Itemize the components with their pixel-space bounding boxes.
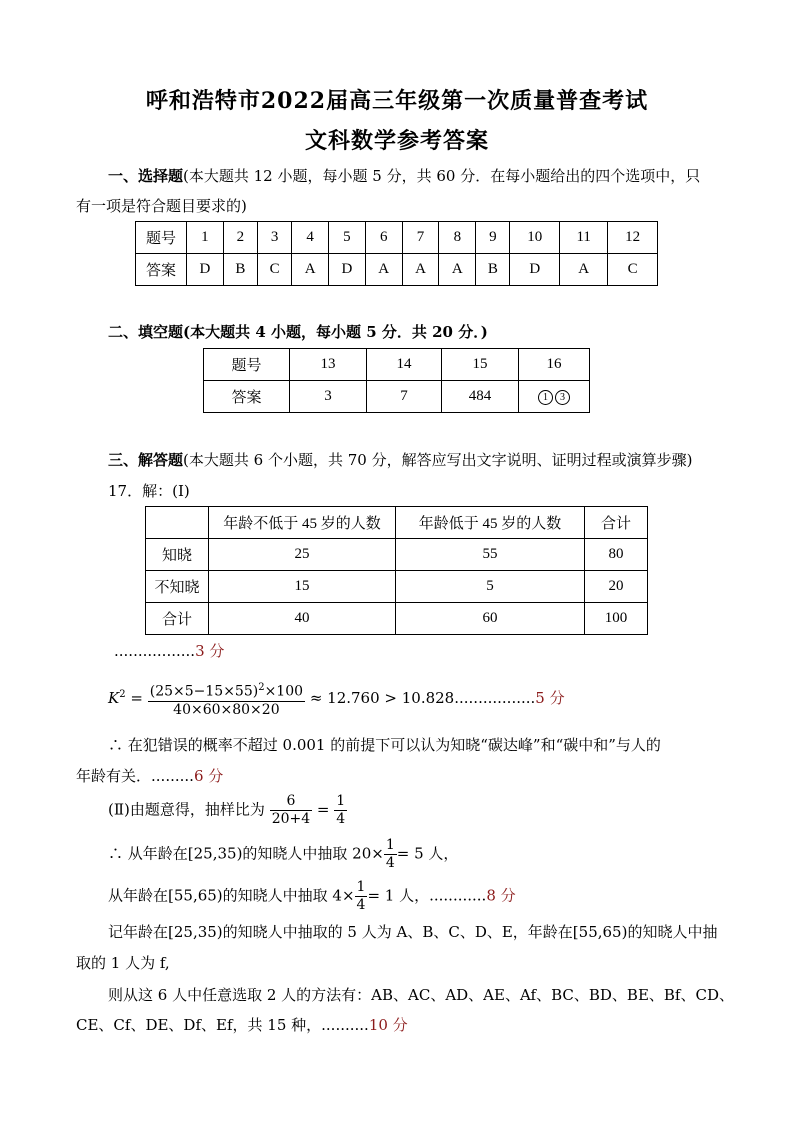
choice-q-cell: 6 (365, 222, 402, 254)
choice-q-cell: 8 (439, 222, 476, 254)
q17-row (146, 603, 648, 635)
line3-pre: 从年龄在[55,65)的知晓人中抽取 4× (108, 886, 355, 905)
choice-q-cell: 5 (329, 222, 366, 254)
choice-q-cell: 7 (402, 222, 439, 254)
score-dots: ............ (429, 886, 487, 905)
ratio-numerator: 6 (270, 793, 312, 811)
choice-a-cell: B (476, 254, 510, 286)
q17-label: 17．解：(Ⅰ) (108, 482, 190, 500)
ratio-result-numerator: 1 (336, 793, 346, 809)
conclusion-line1: ∴ 在犯错误的概率不超过 0.001 的前提下可以认为知晓“碳达峰”和“碳中和”与人的 (108, 736, 661, 754)
line3-post: = 1 人， (367, 886, 430, 905)
section2-desc-line (108, 322, 488, 342)
q17-cell: 80 (585, 539, 648, 571)
choice-a-cell: A (365, 254, 402, 286)
doc-title-line1: 呼和浩特市2022届高三年级第一次质量普查考试 (145, 88, 649, 114)
equals-sign: = (130, 688, 143, 707)
line2-fraction-denominator: 4 (385, 855, 395, 871)
choice-q-cell: 11 (560, 222, 608, 254)
score-dots: ......... (151, 767, 194, 785)
choice-a-cell: D (510, 254, 560, 286)
fill-q-cell: 13 (290, 349, 367, 381)
k2-symbol-sup: 2 (119, 688, 126, 700)
k2-numerator-tail: ×100 (264, 683, 304, 700)
choice-q-cell: 9 (476, 222, 510, 254)
q17-cell: 100 (585, 603, 648, 635)
choice-answer-table (135, 221, 658, 286)
conclusion-line2 (76, 766, 223, 786)
fill-answer-table (203, 348, 590, 413)
score-line-3 (114, 641, 224, 661)
q17-cell: 5 (396, 571, 585, 603)
section1-heading: 一、选择题 (108, 167, 184, 185)
doc-title-line2: 文科数学参考答案 (304, 128, 489, 154)
choice-a-cell: A (439, 254, 476, 286)
q17-cell: 合计 (146, 603, 209, 635)
score-mark: 6 分 (193, 767, 224, 785)
part2-intro: (Ⅱ)由题意得，抽样比为 (108, 800, 265, 819)
q17-cell: 20 (585, 571, 648, 603)
choice-q-cell: 12 (608, 222, 658, 254)
part2-line4: 记年龄在[25,35)的知晓人中抽取的 5 人为 A、B、C、D、E，年龄在[55,65)的知晓人中抽 (108, 923, 718, 941)
line2-fraction-numerator: 1 (385, 837, 395, 853)
line3-fraction-numerator: 1 (356, 879, 366, 895)
k2-numerator (148, 679, 305, 702)
circled-number-mark: 1 (538, 390, 553, 405)
q17-cell: 25 (209, 539, 396, 571)
ratio-result-fraction (334, 793, 347, 828)
fill-answer-row (204, 381, 590, 413)
ratio-result-denominator: 4 (336, 811, 346, 827)
q17-header-row (146, 507, 648, 539)
line7-text: CE、Cf、DE、Df、Ef，共 15 种， (76, 1016, 322, 1034)
k2-fraction (148, 679, 305, 719)
q17-header-cell (146, 507, 209, 539)
q17-cell: 60 (396, 603, 585, 635)
part2-line5: 取的 1 人为 f, (76, 954, 170, 972)
choice-q-cell: 1 (187, 222, 224, 254)
choice-a-cell: C (258, 254, 292, 286)
fill-row-label-q: 题号 (204, 349, 290, 381)
q17-cell: 不知晓 (146, 571, 209, 603)
choice-a-cell: A (402, 254, 439, 286)
section1-desc: (本大题共 12 小题，每小题 5 分，共 60 分．在每小题给出的四个选项中，只 (183, 167, 701, 185)
part2-line2 (108, 837, 458, 872)
score-dots: ................. (114, 642, 196, 660)
score-dots: .......... (321, 1016, 369, 1034)
k2-symbol: K (108, 688, 120, 707)
ratio-equals: = (316, 800, 330, 819)
k2-result: ≈ 12.760 > 10.828 (309, 688, 455, 707)
section2-heading: 二、填空题 (108, 323, 184, 341)
q17-header-cell: 年龄不低于 45 岁的人数 (209, 507, 396, 539)
choice-a-cell: A (560, 254, 608, 286)
k2-numerator-sup: 2 (258, 682, 265, 693)
choice-a-cell: D (329, 254, 366, 286)
section1-desc-line1 (108, 166, 700, 186)
line2-pre: ∴ 从年龄在[25,35)的知晓人中抽取 20× (108, 844, 384, 863)
choice-row-label-q: 题号 (136, 222, 187, 254)
score-dots: ................. (454, 688, 536, 707)
q17-cell: 55 (396, 539, 585, 571)
choice-answer-row (136, 254, 658, 286)
line2-post: = 5 人， (396, 844, 459, 863)
choice-q-cell: 2 (223, 222, 257, 254)
q17-header-cell: 合计 (585, 507, 648, 539)
line3-fraction-denominator: 4 (356, 897, 366, 913)
choice-question-row (136, 222, 658, 254)
q17-row (146, 571, 648, 603)
fill-question-row (204, 349, 590, 381)
q17-cell: 40 (209, 603, 396, 635)
q17-row (146, 539, 648, 571)
k2-formula-line (108, 679, 565, 719)
choice-a-cell: A (292, 254, 329, 286)
choice-q-cell: 10 (510, 222, 560, 254)
score-mark: 3 分 (195, 642, 225, 660)
score-mark: 10 分 (368, 1016, 408, 1034)
fill-a-cell: 3 (290, 381, 367, 413)
q17-cell: 知晓 (146, 539, 209, 571)
choice-a-cell: D (187, 254, 224, 286)
q17-header-cell: 年龄低于 45 岁的人数 (396, 507, 585, 539)
fill-a-cell: 7 (367, 381, 442, 413)
score-mark: 5 分 (535, 688, 565, 707)
section1-desc-line2: 有一项是符合题目要求的) (76, 197, 247, 215)
choice-a-cell: B (223, 254, 257, 286)
score-mark: 8 分 (486, 886, 516, 905)
fill-row-label-a: 答案 (204, 381, 290, 413)
section3-desc-line (108, 450, 692, 470)
q17-contingency-table (145, 506, 648, 635)
choice-row-label-a: 答案 (136, 254, 187, 286)
circled-number-mark: 3 (555, 390, 570, 405)
choice-q-cell: 4 (292, 222, 329, 254)
k2-numerator-main: (25×5−15×55) (149, 683, 259, 700)
fill-q-cell: 16 (519, 349, 590, 381)
section3-desc: (本大题共 6 个小题，共 70 分，解答应写出文字说明、证明过程或演算步骤) (183, 451, 693, 469)
conclusion-text: 年龄有关． (76, 767, 152, 785)
q17-cell: 15 (209, 571, 396, 603)
fill-a-cell-16 (519, 381, 590, 413)
k2-denominator: 40×60×80×20 (173, 701, 280, 718)
line2-fraction (384, 837, 397, 872)
fill-a-cell: 484 (442, 381, 519, 413)
choice-q-cell: 3 (258, 222, 292, 254)
choice-a-cell: C (608, 254, 658, 286)
fill-q-cell: 15 (442, 349, 519, 381)
part2-ratio-line (108, 793, 347, 828)
section2-desc: (本大题共 4 小题，每小题 5 分．共 20 分．) (183, 323, 488, 341)
part2-line3 (108, 879, 516, 914)
ratio-denominator: 20+4 (271, 811, 311, 827)
ratio-fraction (270, 793, 312, 828)
section3-heading: 三、解答题 (108, 451, 184, 469)
line3-fraction (355, 879, 368, 914)
part2-line6: 则从这 6 人中任意选取 2 人的方法有：AB、AC、AD、AE、Af、BC、BD、BE、Bf、CD、 (108, 986, 734, 1004)
part2-line7 (76, 1015, 408, 1035)
fill-q-cell: 14 (367, 349, 442, 381)
